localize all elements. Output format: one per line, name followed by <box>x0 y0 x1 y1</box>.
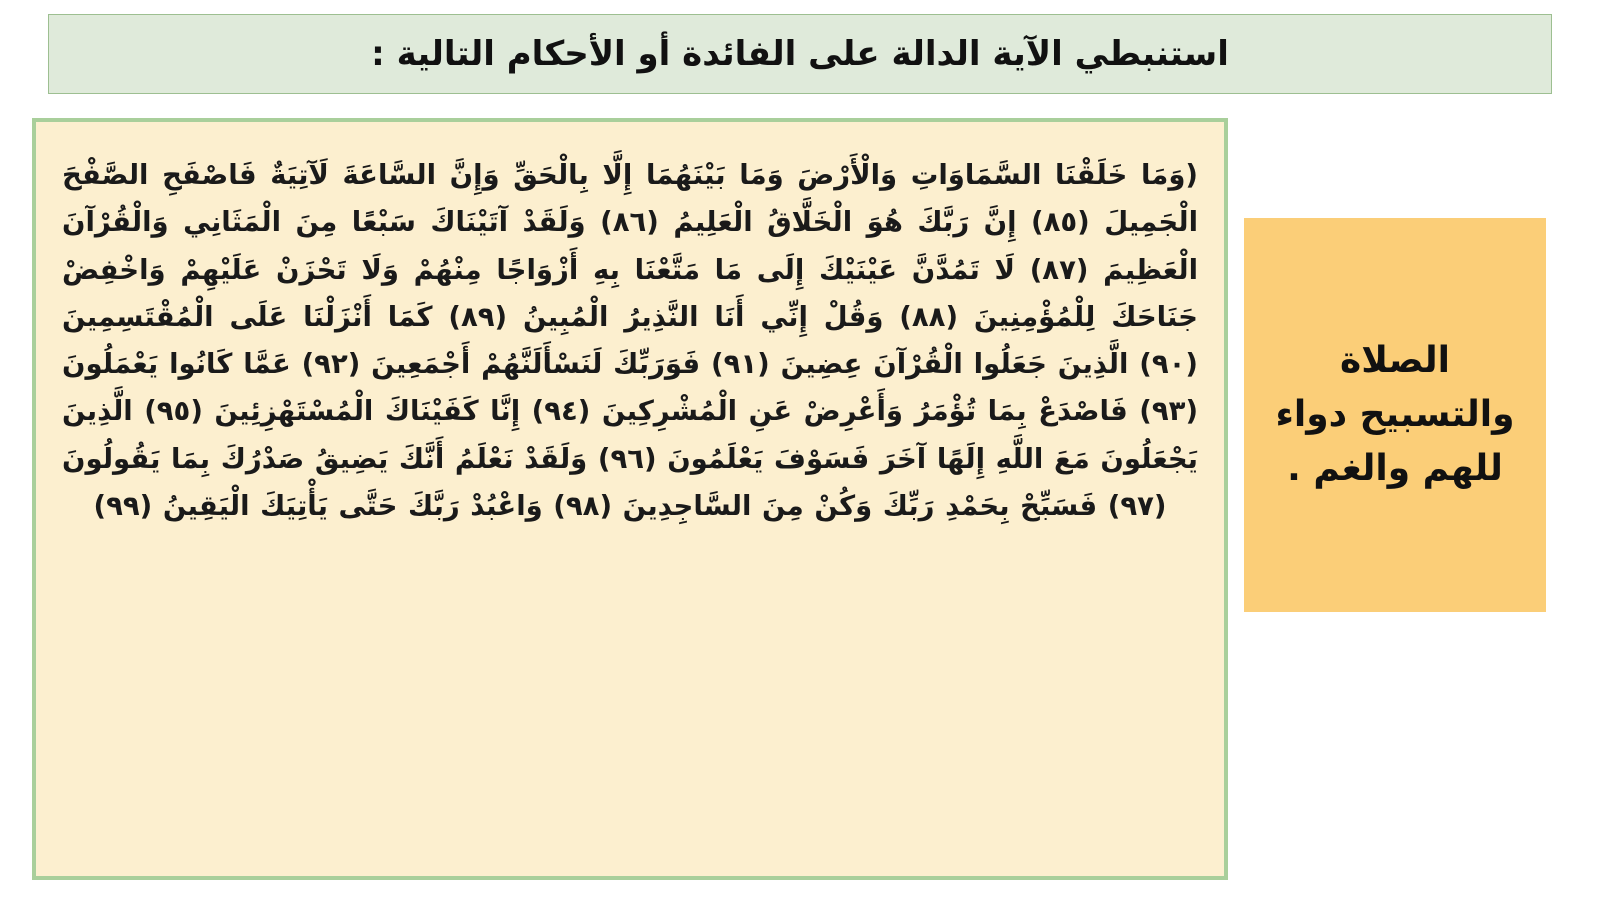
side-note-box <box>1244 218 1546 612</box>
page-title: استنبطي الآية الدالة على الفائدة أو الأحكام التالية : <box>371 33 1229 74</box>
side-note-text: الصلاة والتسبيح دواء للهم والغم . <box>1275 340 1515 489</box>
verse-box <box>32 118 1228 880</box>
header-band <box>48 14 1552 94</box>
verse-text: (وَمَا خَلَقْنَا السَّمَاوَاتِ وَالْأَرْضَ وَمَا بَيْنَهُمَا إِلَّا بِالْحَقِّ وَإِنَّ السَّاعَةَ لَآتِيَةٌ فَاصْفَحِ الصَّفْحَ الْجَمِيلَ (٨٥) إِنَّ رَبَّكَ هُوَ الْخَلَّاقُ الْعَلِيمُ (٨٦) وَلَقَدْ آتَيْنَاكَ سَبْعًا مِنَ الْمَثَانِي وَالْقُرْآنَ الْعَظِيمَ (٨٧) لَا تَمُدَّنَّ عَيْنَيْكَ إِلَى مَا مَتَّعْنَا بِهِ أَزْوَاجًا مِنْهُمْ وَلَا تَحْزَنْ عَلَيْهِمْ وَاخْفِضْ جَنَاحَكَ لِلْمُؤْمِنِينَ (٨٨) وَقُلْ إِنِّي أَنَا النَّذِيرُ الْمُبِينُ (٨٩) كَمَا أَنْزَلْنَا عَلَى الْمُقْتَسِمِينَ (٩٠) الَّذِينَ جَعَلُوا الْقُرْآنَ عِضِينَ (٩١) فَوَرَبِّكَ لَنَسْأَلَنَّهُمْ أَجْمَعِينَ (٩٢) عَمَّا كَانُوا يَعْمَلُونَ (٩٣) فَاصْدَعْ بِمَا تُؤْمَرُ وَأَعْرِضْ عَنِ الْمُشْرِكِينَ (٩٤) إِنَّا كَفَيْنَاكَ الْمُسْتَهْزِئِينَ (٩٥) الَّذِينَ يَجْعَلُونَ مَعَ اللَّهِ إِلَهًا آخَرَ فَسَوْفَ يَعْلَمُونَ (٩٦) وَلَقَدْ نَعْلَمُ أَنَّكَ يَضِيقُ صَدْرُكَ بِمَا يَقُولُونَ (٩٧) فَسَبِّحْ بِحَمْدِ رَبِّكَ وَكُنْ مِنَ السَّاجِدِينَ (٩٨) وَاعْبُدْ رَبَّكَ حَتَّى يَأْتِيَكَ الْيَقِينُ (٩٩) <box>62 159 1199 523</box>
